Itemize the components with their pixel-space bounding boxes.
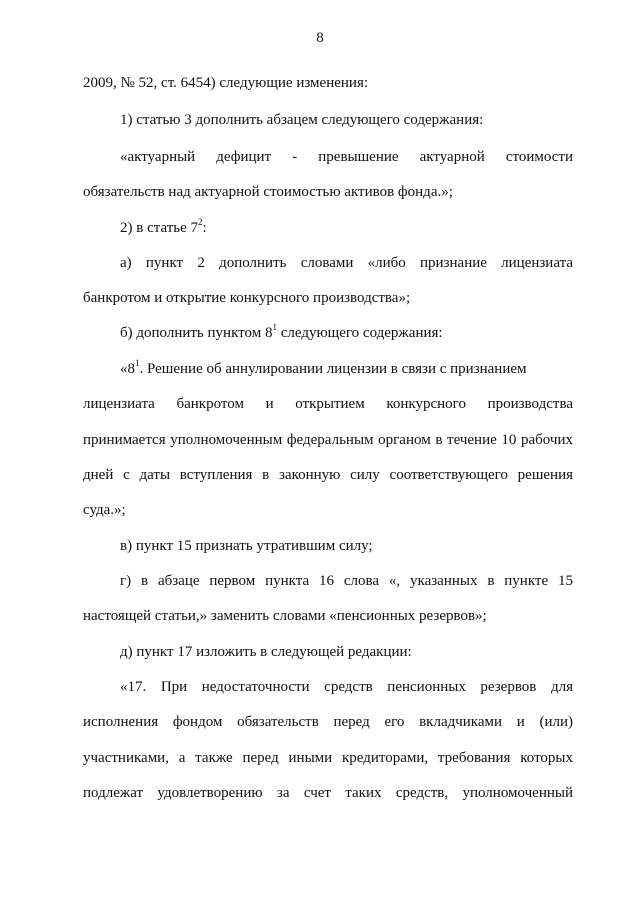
text-fragment: б) дополнить пунктом 8 [120,325,273,341]
text-line: а) пункт 2 дополнить словами «либо признание лицензиата [120,255,573,271]
text-fragment: «8 [120,361,135,377]
text-line: д) пункт 17 изложить в следующей редакции: [120,644,412,660]
superscript: 2 [198,217,203,227]
text-line: г) в абзаце первом пункта 16 слова «, указанных в пункте 15 [120,573,573,589]
text-line: дней с даты вступления в законную силу соответствующего решения [83,467,573,483]
superscript: 1 [272,322,277,332]
text-line: в) пункт 15 признать утратившим силу; [120,538,373,554]
text-line: участниками, а также перед иными кредиторами, требования которых [83,750,573,766]
text-line: банкротом и открытие конкурсного производства»; [83,290,411,306]
text-line: принимается уполномоченным федеральным органом в течение 10 рабочих [83,432,573,448]
text-fragment: . Решение об аннулировании лицензии в связи с признанием [139,361,527,377]
text-fragment: 2) в статье 7 [120,220,199,236]
text-line: 1) статью 3 дополнить абзацем следующего содержания: [120,112,484,128]
text-line [120,360,573,378]
text-line: «17. При недостаточности средств пенсионных резервов для [120,679,573,695]
text-line [120,219,573,237]
text-fragment: : [202,220,207,236]
text-line: исполнения фондом обязательств перед его вкладчиками и (или) [83,714,573,730]
text-line: подлежат удовлетворению за счет таких средств, уполномоченный [83,785,573,801]
superscript: 1 [135,358,140,368]
text-line: 2009, № 52, ст. 6454) следующие изменения: [83,75,369,91]
text-line: суда.»; [83,502,126,518]
page-number: 8 [316,30,324,46]
text-line: лицензиата банкротом и открытием конкурсного производства [83,396,573,412]
text-line: «актуарный дефицит - превышение актуарной стоимости [120,149,573,165]
text-line [120,324,573,342]
text-fragment: следующего содержания: [276,325,443,341]
text-line: настоящей статьи,» заменить словами «пенсионных резервов»; [83,608,487,624]
text-line: обязательств над актуарной стоимостью активов фонда.»; [83,184,453,200]
